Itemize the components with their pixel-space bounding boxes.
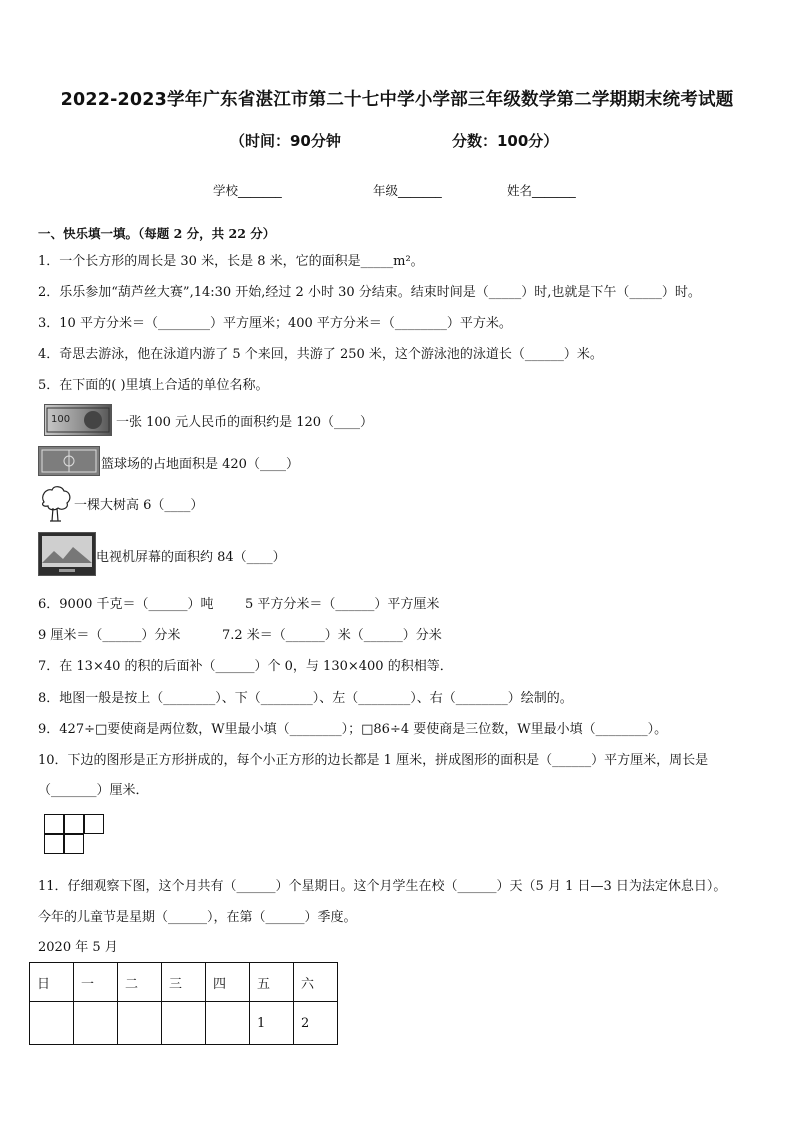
calendar-cell [30,1002,74,1045]
square-cell [44,834,64,854]
tv-icon [39,533,95,575]
question-7: 7．在 13×40 的积的后面补（______）个 0，与 130×400 的积相等． [38,659,453,674]
svg-text:100: 100 [51,414,71,425]
square-cell [44,814,64,834]
calendar-cell [118,1002,162,1045]
question-3: 3．10 平方分米＝（________）平方厘米；400 平方分米＝（________）平方米。 [38,316,512,331]
calendar-header-cell: 二 [118,963,162,1002]
calendar-cell [74,1002,118,1045]
square-cell [64,814,84,834]
question-1: 1．一个长方形的周长是 30 米，长是 8 米，它的面积是_____m²。 [38,254,424,269]
tree-image [38,484,72,522]
question-8: 8．地图一般是按上（________）、下（________）、左（________）、右（________）绘制的。 [38,691,573,706]
school-field: 学校_______ [213,183,282,198]
question-6c: 9 厘米＝（______）分米 [38,628,181,643]
name-field: 姓名_______ [507,183,576,198]
score-info: 分数：100分） [452,132,559,150]
question-10-line1: 10．下边的图形是正方形拼成的，每个小正方形的边长都是 1 厘米，拼成图形的面积是（______）平方厘米，周长是 [38,753,709,768]
calendar-header-cell: 一 [74,963,118,1002]
question-2: 2．乐乐参加“葫芦丝大赛”,14:30 开始,经过 2 小时 30 分结束。结束时间是（_____）时,也就是下午（_____）时。 [38,285,701,300]
calendar-header-cell: 五 [250,963,294,1002]
question-11-line2: 今年的儿童节是星期（______），在第（______）季度。 [38,910,357,925]
square-figure [44,814,108,858]
question-9: 9．427÷□要使商是两位数，W里最小填（________）；□86÷4 要使商是三位数，W里最小填（________）。 [38,722,668,737]
calendar-cell [162,1002,206,1045]
tree-icon [38,484,72,522]
time-info: （时间：90分钟 [230,132,341,150]
q5-item-court: 篮球场的占地面积是 420（____） [101,457,299,472]
calendar-header-cell: 四 [206,963,250,1002]
calendar-header-row [30,963,338,1002]
calendar-cell: 1 [250,1002,294,1045]
question-10-line2: （_______）厘米． [38,783,149,798]
calendar-table [29,962,338,1045]
calendar-cell: 2 [294,1002,338,1045]
page-title: 2022-2023学年广东省湛江市第二十七中学小学部三年级数学第二学期期末统考试题 [60,90,734,110]
question-6d: 7.2 米＝（______）米（______）分米 [222,628,442,643]
question-6a: 6．9000 千克＝（______）吨 [38,597,214,612]
square-cell [64,834,84,854]
banknote-image [44,404,112,436]
question-11-line1: 11．仔细观察下图，这个月共有（______）个星期日。这个月学生在校（______）天（5 月 1 日—3 日为法定休息日）。 [38,879,727,894]
basketball-court-image [38,446,100,476]
question-4: 4．奇思去游泳，他在泳道内游了 5 个来回，共游了 250 米，这个游泳池的泳道长（______）米。 [38,347,603,362]
square-cell [84,814,104,834]
calendar-header-cell: 日 [30,963,74,1002]
banknote-icon [45,405,111,435]
question-5: 5．在下面的( )里填上合适的单位名称。 [38,378,269,393]
question-6b: 5 平方分米＝（______）平方厘米 [245,597,440,612]
calendar-cell [206,1002,250,1045]
calendar-row [30,1002,338,1045]
calendar-header-cell: 六 [294,963,338,1002]
q5-item-tv: 电视机屏幕的面积约 84（____） [96,550,286,565]
basketball-court-icon [39,447,99,475]
calendar-header-cell: 三 [162,963,206,1002]
calendar-caption: 2020 年 5 月 [38,940,118,955]
tv-screen-image [38,532,96,576]
section-heading: 一、快乐填一填。（每题 2 分，共 22 分） [38,226,276,241]
grade-field: 年级_______ [373,183,442,198]
q5-item-tree: 一棵大树高 6（____） [74,498,204,513]
q5-item-banknote: 一张 100 元人民币的面积约是 120（____） [116,415,374,430]
